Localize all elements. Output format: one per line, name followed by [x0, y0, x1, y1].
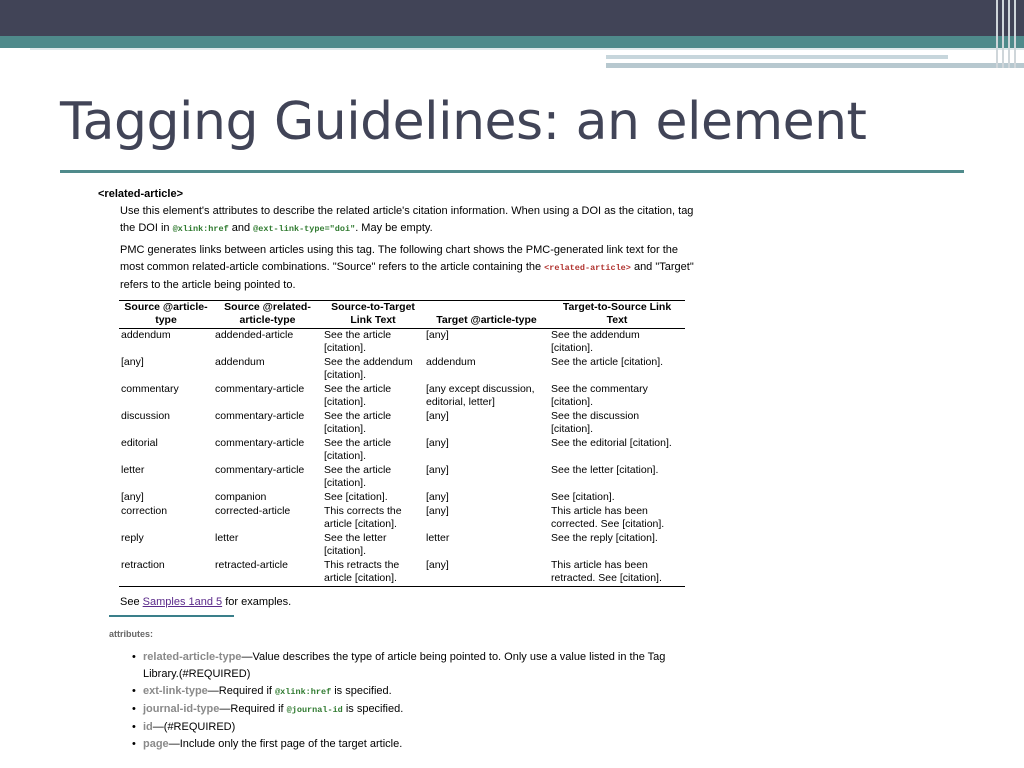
column-header: Target-to-Source Link Text: [549, 301, 685, 329]
table-row: [119, 532, 685, 559]
table-row: [119, 437, 685, 464]
table-cell: See [citation].: [551, 491, 615, 503]
table-cell: See the editorial [citation].: [551, 437, 672, 449]
paragraph-text: and "Target" refers to the article being pointed to.: [120, 261, 694, 291]
em-dash: —: [152, 721, 164, 733]
attribute-description: Required if: [230, 703, 287, 715]
table-row: [119, 559, 685, 587]
table-cell: [any]: [426, 491, 449, 503]
table-row: [119, 356, 685, 383]
table-cell: This article has been corrected. See [citation].: [551, 505, 665, 530]
table-cell: This retracts the article [citation].: [322, 559, 424, 587]
table-cell: See the addendum [citation].: [551, 329, 640, 354]
table-cell: editorial: [121, 437, 158, 449]
paragraph-text: . May be empty.: [355, 222, 433, 234]
list-item: [143, 649, 698, 683]
table-cell: See the letter [citation].: [551, 464, 659, 476]
attribute-description: is specified.: [342, 703, 404, 715]
accent-line: [606, 63, 1024, 68]
table-cell: See the discussion [citation].: [551, 410, 640, 435]
table-cell: commentary-article: [215, 464, 305, 476]
table-cell: This article has been retracted. See [citation].: [549, 559, 685, 587]
table-cell: retracted-article: [213, 559, 322, 587]
table-cell: addendum: [215, 356, 265, 368]
table-cell: commentary-article: [215, 410, 305, 422]
attribute-description: is specified.: [331, 685, 392, 697]
list-item: [143, 719, 698, 736]
attribute-description: Required if: [218, 685, 276, 697]
note-text: for examples.: [222, 596, 292, 608]
element-name: <related-article>: [98, 188, 183, 200]
table-cell: letter: [215, 532, 239, 544]
attribute-code: @journal-id: [286, 705, 343, 715]
column-header: Source-to-Target Link Text: [322, 301, 424, 329]
table-cell: See the article [citation].: [324, 329, 392, 354]
top-banner: [0, 0, 1024, 36]
table-cell: commentary: [121, 383, 179, 395]
note-text: See: [120, 596, 143, 608]
table-cell: letter: [426, 532, 450, 544]
table-cell: See the article [citation].: [324, 464, 392, 489]
section-divider: [109, 615, 234, 617]
corner-decoration: [992, 0, 1024, 68]
attribute-description: (#REQUIRED): [163, 721, 236, 733]
table-cell: See the article [citation].: [324, 383, 392, 408]
column-header: Source @article-type: [119, 301, 213, 329]
table-row: [119, 410, 685, 437]
link-text-table: [119, 300, 685, 587]
table-cell: commentary-article: [215, 437, 305, 449]
table-cell: discussion: [121, 410, 171, 422]
table-cell: addendum: [426, 356, 476, 368]
paragraph-text: Use this element's attributes to describe the related article's citation information. When using a DOI as the citation, tag the DOI in: [120, 205, 694, 234]
table-header-row: [119, 301, 685, 329]
description-paragraph: [120, 203, 698, 238]
table-cell: corrected-article: [215, 505, 291, 517]
paragraph-text: and: [228, 222, 254, 234]
table-cell: [any]: [426, 464, 449, 476]
table-cell: See the commentary [citation].: [551, 383, 648, 408]
table-cell: [any except discussion, editorial, letter]: [426, 383, 535, 408]
paragraph-text: PMC generates links between articles using this tag. The following chart shows the PMC-generated link text for the most common related-article combinations. "Source" refers to the article containing the: [120, 244, 679, 273]
table-row: [119, 383, 685, 410]
attribute-code: @xlink:href: [172, 224, 229, 234]
table-cell: addended-article: [215, 329, 294, 341]
table-cell: [any]: [424, 559, 549, 587]
table-row: [119, 505, 685, 532]
table-cell: companion: [215, 491, 267, 503]
samples-link[interactable]: Samples 1and 5: [142, 596, 223, 608]
table-cell: [any]: [121, 491, 144, 503]
em-dash: —: [207, 685, 219, 697]
column-header: Source @related-article-type: [213, 301, 322, 329]
element-code: <related-article>: [544, 263, 631, 273]
table-cell: See the letter [citation].: [324, 532, 387, 557]
table-cell: commentary-article: [215, 383, 305, 395]
attribute-description: Include only the first page of the target article.: [179, 738, 403, 750]
examples-note: [120, 594, 698, 611]
table-cell: [any]: [426, 410, 449, 422]
em-dash: —: [219, 703, 231, 715]
link-paragraph: [120, 242, 698, 294]
list-item: [143, 701, 698, 719]
attribute-name: page: [143, 738, 169, 750]
attribute-name: related-article-type: [143, 651, 242, 663]
em-dash: —: [241, 651, 253, 663]
table-cell: [any]: [121, 356, 144, 368]
attributes-heading: attributes:: [109, 629, 154, 639]
table-cell: See the article [citation].: [324, 410, 392, 435]
em-dash: —: [168, 738, 180, 750]
top-accent-bar: [0, 36, 1024, 48]
table-cell: This corrects the article [citation].: [324, 505, 402, 530]
table-row: [119, 329, 685, 357]
table-cell: [any]: [426, 505, 449, 517]
title-underline: [60, 170, 964, 173]
table-cell: letter: [121, 464, 145, 476]
accent-line: [606, 55, 948, 59]
table-cell: addendum: [121, 329, 171, 341]
table-cell: reply: [121, 532, 144, 544]
list-item: [143, 683, 698, 701]
table-cell: [any]: [426, 437, 449, 449]
table-cell: See [citation].: [324, 491, 388, 503]
accent-line: [30, 48, 1024, 50]
table-cell: correction: [121, 505, 168, 517]
attribute-name: id: [143, 721, 153, 733]
attributes-list: [98, 649, 698, 753]
table-cell: See the article [citation].: [551, 356, 664, 368]
attribute-name: journal-id-type: [143, 703, 220, 715]
attribute-code: @xlink:href: [275, 687, 332, 697]
table-cell: See the article [citation].: [324, 437, 392, 462]
attribute-name: ext-link-type: [143, 685, 208, 697]
table-cell: [any]: [426, 329, 449, 341]
table-row: [119, 464, 685, 491]
list-item: [143, 736, 698, 753]
table-cell: See the addendum [citation].: [324, 356, 413, 381]
column-header: Target @article-type: [424, 301, 549, 329]
attribute-description: Value describes the type of article being pointed to. Only use a value listed in the Tag Library.(#REQUIRED): [143, 651, 666, 680]
table-row: [119, 491, 685, 505]
attribute-code: @ext-link-type="doi": [253, 224, 356, 234]
table-cell: See the reply [citation].: [551, 532, 658, 544]
table-cell: retraction: [119, 559, 213, 587]
guideline-document: [98, 186, 698, 753]
slide-title: Tagging Guidelines: an element: [60, 92, 867, 152]
